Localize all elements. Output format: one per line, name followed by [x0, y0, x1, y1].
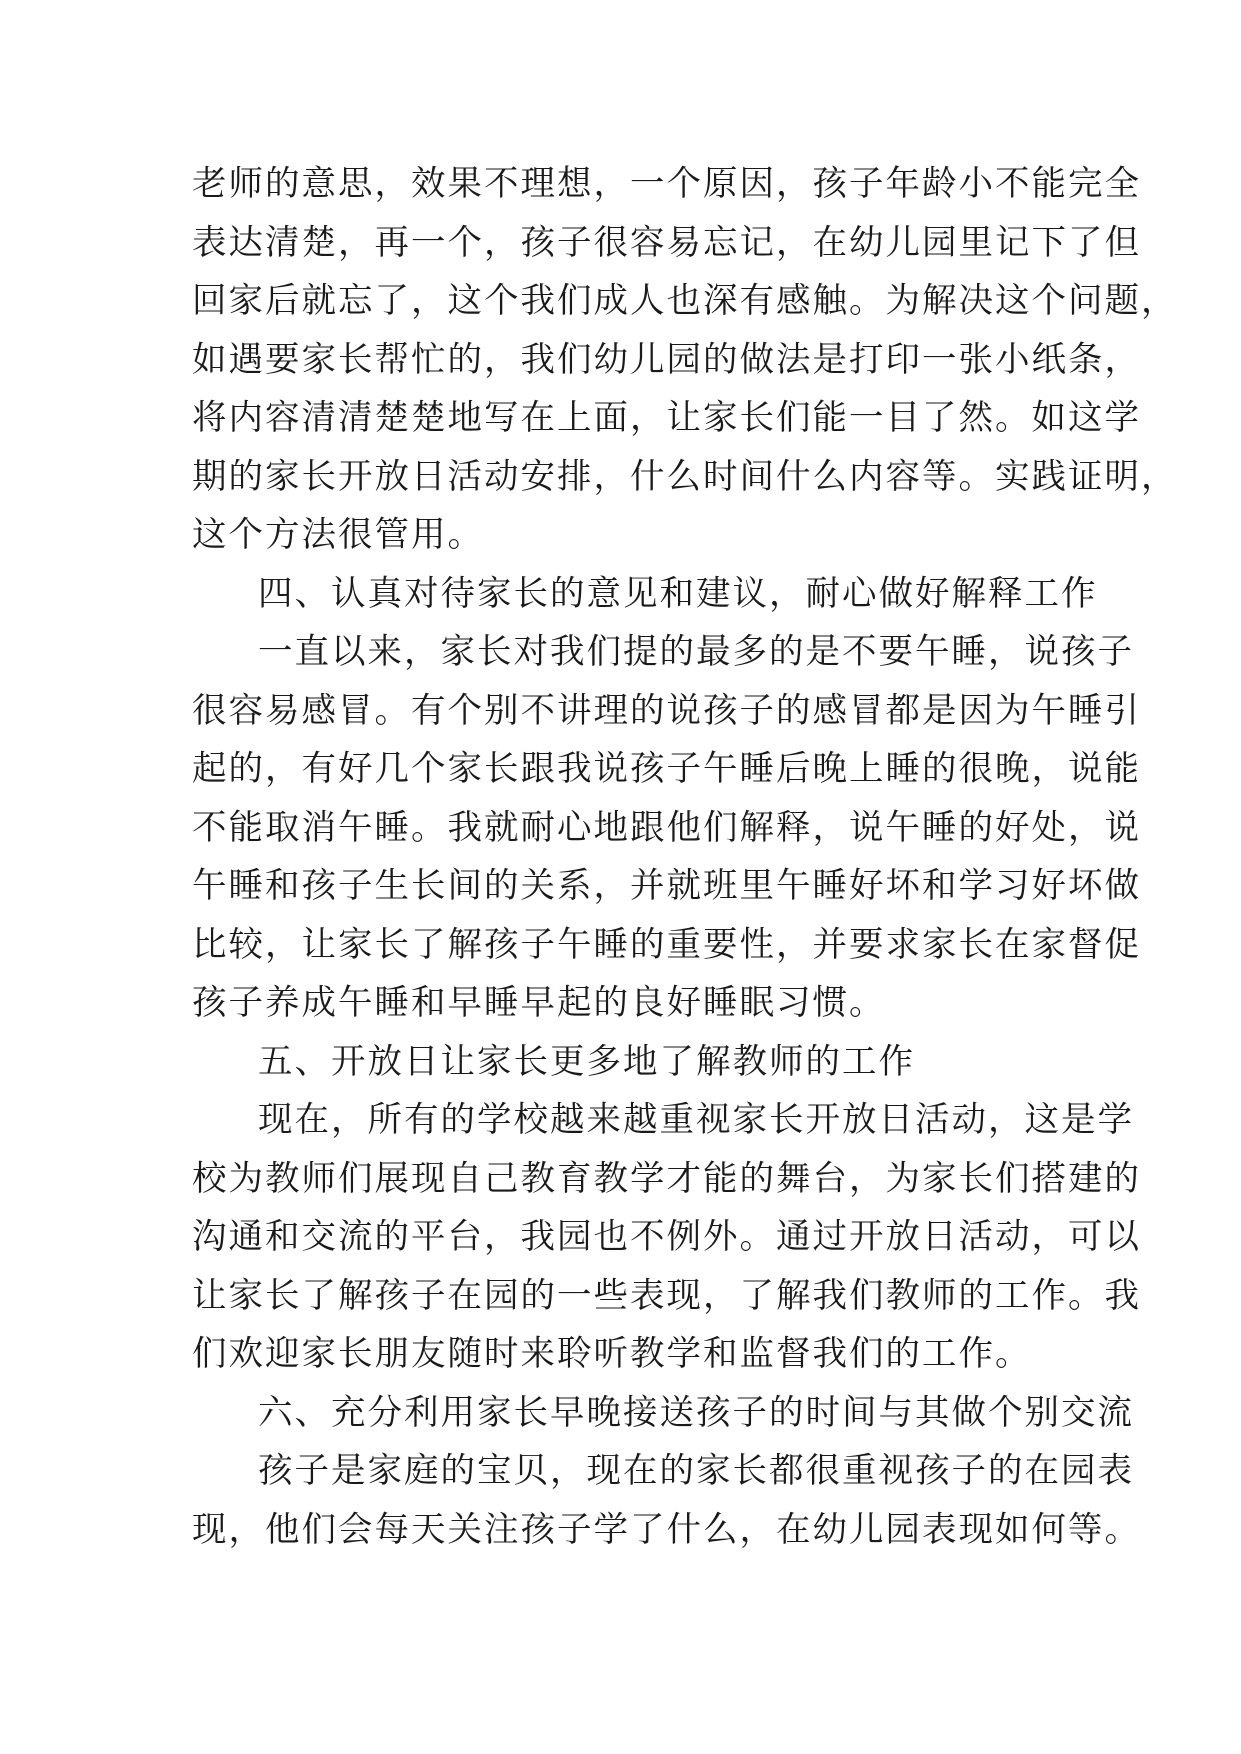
document-body — [192, 155, 1178, 1559]
text-line: 现，他们会每天关注孩子学了什么，在幼儿园表现如何等。 — [192, 1509, 1141, 1550]
text-line: 很容易感冒。有个别不讲理的说孩子的感冒都是因为午睡引 — [192, 690, 1141, 731]
text-line: 孩子是家庭的宝贝，现在的家长都很重视孩子的在园表 — [258, 1451, 1134, 1491]
text-line: 不能取消午睡。我就耐心地跟他们解释，说午睡的好处，说 — [192, 807, 1141, 848]
text-line: 回家后就忘了，这个我们成人也深有感触。为解决这个问题， — [192, 281, 1178, 321]
text-line: 校为教师们展现自己教育教学才能的舞台，为家长们搭建的 — [192, 1158, 1141, 1199]
text-line: 现在，所有的学校越来越重视家长开放日活动，这是学 — [258, 1100, 1134, 1140]
text-line: 一直以来，家长对我们提的最多的是不要午睡，说孩子 — [258, 632, 1134, 672]
text-line: 让家长了解孩子在园的一些表现，了解我们教师的工作。我 — [192, 1275, 1141, 1316]
text-line: 起的，有好几个家长跟我说孩子午睡后晚上睡的很晚，说能 — [192, 749, 1141, 789]
text-line: 如遇要家长帮忙的，我们幼儿园的做法是打印一张小纸条， — [192, 339, 1141, 380]
text-line: 们欢迎家长朋友随时来聆听教学和监督我们的工作。 — [192, 1334, 1032, 1374]
text-line: 将内容清清楚楚地写在上面，让家长们能一目了然。如这学 — [192, 398, 1141, 438]
text-line: 孩子养成午睡和早睡早起的良好睡眠习惯。 — [192, 983, 886, 1023]
text-line: 这个方法很管用。 — [192, 515, 484, 555]
section-heading: 四、认真对待家长的意见和建议，耐心做好解释工作 — [258, 573, 1098, 614]
text-line: 期的家长开放日活动安排，什么时间什么内容等。实践证明， — [192, 456, 1178, 497]
section-heading: 六、充分利用家长早晚接送孩子的时间与其做个别交流 — [258, 1392, 1134, 1433]
text-line: 午睡和孩子生长间的关系，并就班里午睡好坏和学习好坏做 — [192, 866, 1141, 906]
text-line: 老师的意思，效果不理想，一个原因，孩子年龄小不能完全 — [192, 164, 1141, 204]
text-line: 表达清楚，再一个，孩子很容易忘记，在幼儿园里记下了但 — [192, 222, 1141, 263]
text-line: 比较，让家长了解孩子午睡的重要性，并要求家长在家督促 — [192, 924, 1141, 965]
section-heading: 五、开放日让家长更多地了解教师的工作 — [258, 1041, 915, 1082]
text-line: 沟通和交流的平台，我园也不例外。通过开放日活动，可以 — [192, 1217, 1141, 1257]
